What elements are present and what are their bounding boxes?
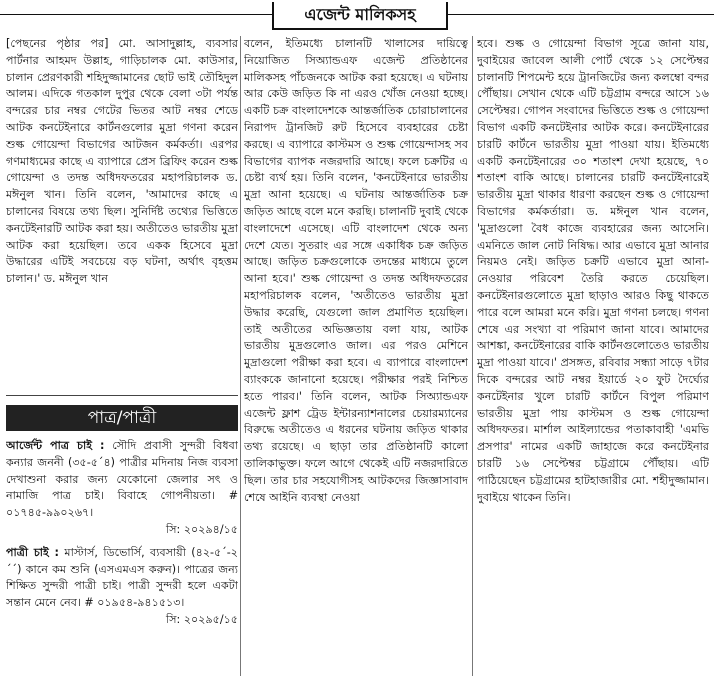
ad-code: সি: ২০২৯৪/১৫ (166, 522, 238, 536)
ad-text: সৌদি প্রবাসী সুন্দরী বিধবা কন্যার জননী (৩৫-৫´৪) পাত্রীর মদিনায় নিজ ব্যবসা দেখাশুনা করার জন্য যেকোনো জেলার সৎ ও নামাজি পাত্র চাই। বিবাহে গোপনীয়তা। # ০১৭৪৫-৯৯০২৬৭। (6, 439, 238, 520)
column-3-text: হবে। শুল্ক ও গোয়েন্দা বিভাগ সূত্রে জানা যায়, দুবাইয়ের জাবেল আলী পোর্ট থেকে ১২ সেপ্টেম্বর চালানটি শিপমেন্ট হয়ে ট্রানজিটের জন্য কলম্বো বন্দর পৌঁছায়। সেখান থেকে এটি চট্টগ্রাম বন্দরে আসে ১৬ সেপ্টেম্বর। গোপন সংবাদের ভিত্তিতে শুল্ক ও গোয়েন্দা বিভাগ একটি কনটেইনার আটক করে। কনটেইনারের চারটি কার্টনে ভারতীয় মুদ্রা পাওয়া যায়। ইতিমধ্যে একটি কনটেইনারের ৩০ শতাংশ দেখা হয়েছে, ৭০ শতাংশ বাকি আছে। চালানের চারটি কনটেইনারেই ভারতীয় মুদ্রা থাকার ধারণা করছেন শুল্ক ও গোয়েন্দা বিভাগের কর্মকর্তারা। ড. মঈনুল খান বলেন, 'মুদ্রাগুলো বৈধ কাজে ব্যবহারের জন্য আসেনি। এমনিতে জাল নোট নিষিদ্ধ। আর এভাবে মুদ্রা আনার নিয়মও নেই। জড়িত চক্রটি এভাবে মুদ্রা আনা-নেওয়ার পরিবেশ তৈরি করতে চেয়েছিল। কনটেইনারগুলোতে মুদ্রা ছাড়াও আরও কিছু থাকতে পারে বলে আমরা মনে করি। মুদ্রা গণনা চলছে। গণনা শেষে এর সংখ্যা বা পরিমাণ জানা যাবে। আমাদের আশঙ্কা, কনটেইনারের বাকি কার্টনগুলোতেও ভারতীয় মুদ্রা পাওয়া যাবে।' প্রসঙ্গত, রবিবার সন্ধ্যা সাড়ে ৭টার দিকে বন্দরের আট নম্বর ইয়ার্ডে ২০ ফুট দৈর্ঘ্যের কনটেইনার খুলে চারটি কার্টনে বিপুল পরিমাণ ভারতীয় মুদ্রা পায় কাস্টমস ও শুল্ক গোয়েন্দা অধিদফতর। মার্শাল আইল্যান্ডের পতাকাবাহী 'এমভি প্রসপার' নামের একটি জাহাজে করে কনটেইনার চারটি ১৬ সেপ্টেম্বর চট্টগ্রামে পৌঁছায়। এটি পাঠিয়েছেন চট্টগ্রামের হাটহাজারীর মো. শহীদুজ্জামান। দুবাইয়ে থাকেন তিনি। (477, 37, 709, 504)
column-1-text: মো. আসাদুল্লাহ, ব্যবসার পার্টনার আহমদ উল্লাহ, গাড়িচালক মো. কাউসার, চালান প্রেরণকারী শহিদুজ্জামানের ছোট ভাই তৌহিদুল আলম। এদিকে গতকাল দুপুর থেকে বেলা ৩টা পর্যন্ত বন্দরের চার নম্বর গেটের ভিতর আট নম্বর শেডে আটক কনটেইনারে কার্টনগুলোর মুদ্রা গণনা করেন শুল্ক গোয়েন্দা বিভাগের আটজন কর্মকর্তা। এরপর গণমাধ্যমের কাছে এ ব্যাপারে প্রেস ব্রিফিং করেন শুল্ক গোয়েন্দা ও তদন্ত অধিদফতরের মহাপরিচালক ড. মঈনুল খান। তিনি বলেন, 'আমাদের কাছে এ চালানের বিষয়ে তথ্য ছিল। সুনির্দিষ্ট তথ্যের ভিত্তিতে কনটেইনারটি আটক করা হয়। অতীতেও ভারতীয় মুদ্রা আটক করা হয়েছিল। তবে একক হিসেবে মুদ্রা উদ্ধারের এটিই সবচেয়ে বড় ঘটনা, অর্থাৎ বৃহত্তম চালান।' ড. মঈনুল খান (6, 37, 238, 286)
column-divider-1 (240, 36, 241, 676)
classified-section-title: পাত্র/পাত্রী (6, 405, 238, 431)
ad-text: মাস্টার্স, ডিভোর্সি, ব্যবসায়ী (৪২-৫´-২´´) কানে কম শুনি (এসএমএস করুন)। পাত্রের জন্য শিক্ষিত সুন্দরী পাত্রী চাই। পাত্রী সুন্দরী হলে একটা সন্তান মেনে নেব। # ০১৯৫৪-৯৪১৫১৩। (6, 545, 238, 610)
classified-ad-2 (6, 545, 238, 629)
continued-tag: [পেছনের পৃষ্ঠার পর] (6, 37, 109, 50)
article-column-2 (244, 36, 468, 676)
ad-code: সি: ২০২৯৫/১৫ (166, 612, 238, 626)
column-2-text: বলেন, ইতিমধ্যে চালানটি খালাসের দায়িত্বে নিয়োজিত সিঅ্যান্ডএফ এজেন্ট প্রতিষ্ঠানের মালিকসহ পাঁচজনকে আটক করা হয়েছে। এ ঘটনায় আর কেউ জড়িত কি না এরও খোঁজ নেওয়া হচ্ছে। একটি চক্র বাংলাদেশকে আন্তর্জাতিক চোরাচালানের নিরাপদ ট্রানজিট রুট হিসেবে ব্যবহারের চেষ্টা করছে। এ ব্যাপারে কাস্টমস ও শুল্ক গোয়েন্দাসহ সব বিভাগের ব্যাপক নজরদারি আছে। ফলে চক্রটির এ চেষ্টা ব্যর্থ হয়। তিনি বলেন, 'কনটেইনারে ভারতীয় মুদ্রা আনা হয়েছে। এ ঘটনায় আন্তর্জাতিক চক্র জড়িত আছে বলে মনে করছি। চালানটি দুবাই থেকে বাংলাদেশে এসেছে। এটি বাংলাদেশ থেকে অন্য দেশে যেত। সুতরাং এর সঙ্গে একাধিক চক্র জড়িত আছে। জড়িত চক্রগুলোকে তদন্তের মাধ্যমে তুলে আনা হবে।' শুল্ক গোয়েন্দা ও তদন্ত অধিদফতরের মহাপরিচালক বলেন, 'অতীতেও ভারতীয় মুদ্রা উদ্ধার করেছি, যেগুলো জাল প্রমাণিত হয়েছিল। তাই অতীতের অভিজ্ঞতায় বলা যায়, আটক ভারতীয় মুদ্রগুলোও জাল। এর পরও মেশিনে মুদ্রাগুলো পরীক্ষা করা হবে। এ ব্যাপারে বাংলাদেশ ব্যাংককে জানানো হয়েছে। পরীক্ষার পরই নিশ্চিত হতে পারব।' তিনি বলেন, আটক সিঅ্যান্ডএফ এজেন্ট ফ্লাশ ট্রেড ইন্টারন্যাশনালের চেয়ারম্যানের বিরুদ্ধে অতীতেও এ ধরনের ঘটনায় জড়িত থাকার তথ্য রয়েছে। এ ছাড়া তার প্রতিষ্ঠানটি কালো তালিকাভুক্ত। ফলে আগে থেকেই এটি নজরদারিতে ছিল। তার চার সহযোগীসহ আটকদের জিজ্ঞাসাবাদ শেষে আইনি ব্যবস্থা নেওয়া (244, 37, 468, 504)
section-divider (6, 395, 238, 396)
column-divider-2 (472, 36, 473, 676)
classified-ads (6, 438, 238, 678)
article-column-1 (6, 36, 238, 391)
ad-title: আর্জেন্ট পাত্র চাই : (6, 439, 105, 452)
classified-ad-1 (6, 438, 238, 539)
headline: এজেন্ট মালিকসহ (272, 2, 448, 30)
ad-title: পাত্রী চাই : (6, 545, 59, 559)
article-column-3 (477, 36, 709, 676)
